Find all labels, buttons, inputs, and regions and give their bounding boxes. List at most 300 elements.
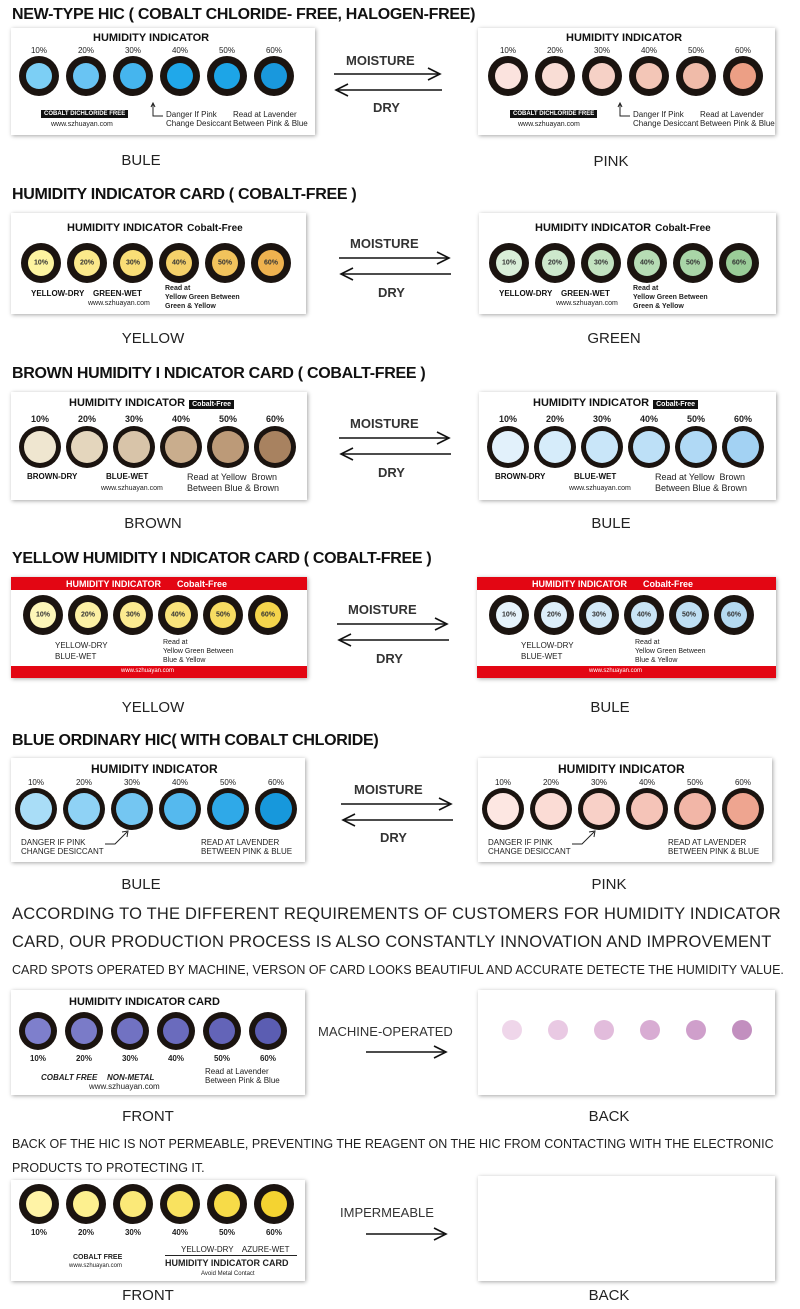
hic-card-pink: [478, 28, 775, 135]
indicator-spot: [207, 56, 247, 96]
indicator-spot: [160, 56, 200, 96]
percent-label: 40%: [167, 1054, 184, 1063]
percent-label: 20%: [545, 414, 564, 424]
website-text: www.szhuayan.com: [518, 121, 580, 128]
indicator-spot: [255, 788, 297, 830]
right-arrow-icon: [364, 1224, 450, 1244]
state-label-right: PINK: [591, 876, 627, 893]
spot-color: [116, 793, 148, 825]
hic-card-light-blue: [479, 392, 776, 500]
spot-color: [212, 793, 244, 825]
card-title: HUMIDITY INDICATOR Cobalt-Free: [533, 397, 698, 409]
state-label-left: YELLOW: [121, 699, 185, 716]
spot-color: [535, 793, 567, 825]
percent-label: 30%: [592, 414, 611, 424]
hic-card-red-blue: [477, 577, 776, 678]
spot-percent-label: 10%: [501, 611, 516, 619]
state-label-left: BULE: [121, 876, 161, 893]
wet-label: BLUE-WET: [55, 652, 97, 661]
indicator-spot: [113, 1184, 153, 1224]
hic-card-impermeable-front: [11, 1180, 305, 1281]
danger-note: DANGER IF PINK CHANGE DESICCANT: [21, 838, 104, 856]
dry-label: YELLOW-DRY: [55, 641, 108, 650]
spot-color: [71, 431, 103, 463]
indicator-spot: [207, 788, 249, 830]
indicator-spot: [628, 426, 670, 468]
indicator-spot: [719, 243, 759, 283]
percent-label: 50%: [218, 46, 235, 55]
back-spot: [732, 1020, 752, 1040]
dry-label: BROWN-DRY: [495, 472, 546, 481]
indicator-spot: [482, 788, 524, 830]
spot-color: [261, 1191, 287, 1217]
percent-label: 60%: [265, 414, 284, 424]
percent-label: 50%: [686, 778, 703, 787]
percent-label: 10%: [29, 1054, 46, 1063]
indicator-spot: [160, 426, 202, 468]
arrow-moisture-label: MOISTURE: [346, 53, 415, 68]
indicator-spot: [535, 56, 575, 96]
spot-percent-label: 40%: [171, 259, 186, 267]
indicator-spot: [67, 243, 107, 283]
spot-color: [163, 1018, 189, 1044]
impermeable-label: IMPERMEABLE: [340, 1205, 434, 1220]
indicator-spot: [19, 426, 61, 468]
spot-color: [73, 63, 99, 89]
spot-color: [542, 63, 568, 89]
section-1-heading: NEW-TYPE HIC ( COBALT CHLORIDE- FREE, HALOGEN-FREE): [12, 6, 476, 23]
arrow-moisture-label: MOISTURE: [350, 236, 419, 251]
indicator-spot: [581, 426, 623, 468]
indicator-spot: [19, 1012, 57, 1050]
read-note: Read at Lavender Between Pink & Blue: [205, 1067, 280, 1085]
indicator-spot: [251, 243, 291, 283]
spot-color: [165, 431, 197, 463]
spot-color: [255, 1018, 281, 1044]
spot-color: [24, 431, 56, 463]
indicator-spots: [21, 243, 291, 283]
website-text: www.szhuayan.com: [589, 668, 643, 674]
indicator-spot: [489, 595, 529, 635]
indicator-spot: [66, 56, 106, 96]
description-line-2: CARD, OUR PRODUCTION PROCESS IS ALSO CONSTANTLY INNOVATION AND IMPROVEMENT: [12, 933, 772, 951]
percent-label: 20%: [75, 1054, 92, 1063]
exchange-arrows-icon: [337, 428, 453, 462]
indicator-spot: [111, 788, 153, 830]
front-label: FRONT: [122, 1108, 174, 1125]
indicator-spot: [535, 243, 575, 283]
danger-note: Danger If Pink Change Desiccant: [633, 110, 699, 128]
percent-label: 60%: [265, 46, 282, 55]
spot-color: [633, 431, 665, 463]
indicator-spot: [249, 1012, 287, 1050]
indicator-spot: [582, 56, 622, 96]
indicator-spot: [111, 1012, 149, 1050]
indicator-spot: [254, 426, 296, 468]
card-title: HUMIDITY INDICATOR Cobalt-Free: [69, 397, 234, 409]
indicator-spot: [158, 595, 198, 635]
read-note: Read at Yellow Brown Between Blue & Brown: [655, 472, 748, 493]
back-label: BACK: [588, 1287, 630, 1304]
spot-percent-label: 50%: [685, 259, 700, 267]
percent-label: 40%: [171, 414, 190, 424]
indicator-spot: [534, 595, 574, 635]
arrow-dry-label: DRY: [378, 465, 405, 480]
card-title: HUMIDITY INDICATOR: [558, 762, 685, 776]
indicator-spot: [113, 243, 153, 283]
cobalt-free-tag: COBALT DICHLORIDE FREE: [41, 110, 128, 118]
back-label: BACK: [588, 1108, 630, 1125]
spot-color: [120, 63, 146, 89]
percent-label: 50%: [218, 414, 237, 424]
indicator-spot: [581, 243, 621, 283]
indicator-spot: [19, 1184, 59, 1224]
percent-label: 30%: [123, 778, 140, 787]
read-note: READ AT LAVENDER BETWEEN PINK & BLUE: [668, 838, 760, 856]
spot-percent-label: 30%: [125, 259, 140, 267]
spot-percent-label: 10%: [501, 259, 516, 267]
percent-label: 40%: [638, 778, 655, 787]
spot-color: [683, 63, 709, 89]
percent-label: 10%: [30, 1228, 47, 1237]
spot-color: [214, 1191, 240, 1217]
percent-label: 10%: [30, 46, 47, 55]
percent-label: 40%: [171, 46, 188, 55]
spot-percent-label: 50%: [217, 259, 232, 267]
percent-label: 30%: [121, 1054, 138, 1063]
exchange-arrows-icon: [332, 64, 444, 98]
indicator-spots: [15, 788, 297, 830]
back-spot: [686, 1020, 706, 1040]
card-title: HUMIDITY INDICATOR Cobalt-Free: [66, 579, 228, 589]
spot-color: [167, 63, 193, 89]
indicator-spot: [579, 595, 619, 635]
arrow-moisture-label: MOISTURE: [350, 416, 419, 431]
indicator-spot: [203, 595, 243, 635]
percent-label: 40%: [171, 1228, 188, 1237]
spot-color: [589, 63, 615, 89]
right-arrow-icon: [364, 1042, 450, 1062]
indicator-spots: [19, 56, 294, 96]
danger-note: Danger If Pink Change Desiccant: [166, 110, 232, 128]
dry-wet-label: YELLOW-DRY AZURE-WET: [181, 1245, 290, 1254]
state-label-right: BULE: [591, 515, 631, 532]
card-title: HUMIDITY INDICATOR: [91, 762, 218, 776]
wet-label: GREEN-WET: [93, 289, 142, 298]
percent-label: 50%: [219, 778, 236, 787]
spot-color: [68, 793, 100, 825]
indicator-spot: [673, 243, 713, 283]
state-label-left: BULE: [121, 152, 161, 169]
back-spot: [548, 1020, 568, 1040]
spot-color: [73, 1191, 99, 1217]
wet-label: GREEN-WET: [561, 289, 610, 298]
impermeable-line-2: PRODUCTS TO PROTECTING IT.: [12, 1161, 205, 1175]
percent-label: 20%: [77, 46, 94, 55]
indicator-spot: [248, 595, 288, 635]
state-label-left: BROWN: [124, 515, 182, 532]
indicator-spot: [157, 1012, 195, 1050]
exchange-arrows-icon: [337, 248, 453, 282]
spot-percent-label: 10%: [33, 259, 48, 267]
card-title: HUMIDITY INDICATOR Cobalt-Free: [532, 579, 694, 589]
website-text: www.szhuayan.com: [69, 1263, 123, 1269]
spot-percent-label: 40%: [170, 611, 185, 619]
indicator-spot: [722, 788, 764, 830]
description-line-1: ACCORDING TO THE DIFFERENT REQUIREMENTS OF CUSTOMERS FOR HUMIDITY INDICATOR: [12, 905, 781, 923]
state-label-right: BULE: [590, 699, 630, 716]
section-2-heading: HUMIDITY INDICATOR CARD ( COBALT-FREE ): [12, 186, 357, 203]
indicator-spot: [207, 426, 249, 468]
front-label: FRONT: [122, 1287, 174, 1304]
divider-line: [165, 1255, 297, 1256]
arrow-moisture-label: MOISTURE: [354, 782, 423, 797]
indicator-spot: [489, 243, 529, 283]
percent-label: 50%: [213, 1054, 230, 1063]
percent-label: 20%: [77, 414, 96, 424]
dry-label: YELLOW-DRY: [499, 289, 553, 298]
indicator-spots: [489, 243, 759, 283]
hic-card-impermeable-back: [478, 1176, 775, 1281]
spot-percent-label: 40%: [639, 259, 654, 267]
indicator-spot: [629, 56, 669, 96]
indicator-spots: [23, 595, 288, 635]
spot-color: [209, 1018, 235, 1044]
indicator-spots: [488, 56, 763, 96]
indicator-spot: [19, 56, 59, 96]
indicator-spot: [21, 243, 61, 283]
hic-card-blue: [11, 28, 315, 135]
indicator-spots: [482, 788, 764, 830]
website-text: www.szhuayan.com: [88, 300, 150, 307]
exchange-arrows-icon: [335, 614, 451, 648]
spot-color: [212, 431, 244, 463]
spot-color: [680, 431, 712, 463]
spot-color: [730, 63, 756, 89]
spot-color: [71, 1018, 97, 1044]
non-metal-label: NON-METAL: [107, 1073, 155, 1082]
state-label-left: YELLOW: [121, 330, 185, 347]
spot-percent-label: 50%: [681, 611, 696, 619]
card-title: HUMIDITY INDICATOR CARD: [69, 996, 220, 1008]
state-label-right: PINK: [593, 153, 629, 170]
website-text: www.szhuayan.com: [569, 485, 631, 492]
percent-label: 30%: [124, 46, 141, 55]
indicator-spot: [159, 788, 201, 830]
percent-label: 10%: [494, 778, 511, 787]
percent-label: 30%: [124, 414, 143, 424]
wet-label: BLUE-WET: [521, 652, 563, 661]
spot-percent-label: 40%: [636, 611, 651, 619]
spot-color: [631, 793, 663, 825]
spot-color: [25, 1018, 51, 1044]
indicator-spots: [489, 595, 754, 635]
indicator-spot: [205, 243, 245, 283]
indicator-spot: [675, 426, 717, 468]
indicator-spot: [487, 426, 529, 468]
hic-card-green: [479, 213, 776, 314]
hic-card-yellow: [11, 213, 306, 314]
hic-card-cobalt-pink: [478, 758, 772, 862]
read-note: Read at Lavender Between Pink & Blue: [700, 110, 775, 128]
cobalt-free-tag: COBALT DICHLORIDE FREE: [510, 110, 597, 118]
percent-label: 30%: [590, 778, 607, 787]
card-title: HUMIDITY INDICATOR: [93, 32, 210, 44]
read-note: Read at Yellow Green Between Green & Yellow: [165, 285, 240, 310]
dry-label: YELLOW-DRY: [521, 641, 574, 650]
spot-percent-label: 20%: [546, 611, 561, 619]
spot-color: [167, 1191, 193, 1217]
spot-color: [260, 793, 292, 825]
indicator-spot: [203, 1012, 241, 1050]
percent-label: 30%: [124, 1228, 141, 1237]
spot-color: [214, 63, 240, 89]
spot-percent-label: 60%: [731, 259, 746, 267]
section-5-heading: BLUE ORDINARY HIC( WITH COBALT CHLORIDE): [12, 732, 379, 749]
spot-color: [26, 1191, 52, 1217]
spot-color: [118, 431, 150, 463]
spot-color: [495, 63, 521, 89]
percent-label: 30%: [593, 46, 610, 55]
arrow-dry-label: DRY: [376, 651, 403, 666]
percent-label: 20%: [75, 778, 92, 787]
machine-operated-label: MACHINE-OPERATED: [318, 1024, 453, 1039]
spot-percent-label: 30%: [593, 259, 608, 267]
percent-label: 50%: [686, 414, 705, 424]
indicator-spots: [487, 426, 764, 468]
hic-card-brown: [11, 392, 307, 500]
spot-color: [727, 431, 759, 463]
indicator-spot: [66, 426, 108, 468]
dry-label: BROWN-DRY: [27, 472, 78, 481]
spot-color: [117, 1018, 143, 1044]
danger-note: DANGER IF PINK CHANGE DESICCANT: [488, 838, 571, 856]
read-note: Read at Lavender Between Pink & Blue: [233, 110, 308, 128]
indicator-spot: [113, 56, 153, 96]
indicator-spots: [19, 1012, 287, 1050]
indicator-spot: [254, 56, 294, 96]
spot-percent-label: 20%: [547, 259, 562, 267]
spot-percent-label: 30%: [125, 611, 140, 619]
website-text: www.szhuayan.com: [89, 1082, 160, 1091]
back-spot: [502, 1020, 522, 1040]
percent-label: 60%: [733, 414, 752, 424]
spot-color: [164, 793, 196, 825]
spot-percent-label: 20%: [79, 259, 94, 267]
percent-label: 60%: [734, 778, 751, 787]
indicator-spots: [19, 1184, 294, 1224]
indicator-spot: [113, 595, 153, 635]
card-title: HUMIDITY INDICATOR: [566, 32, 683, 44]
section-3-heading: BROWN HUMIDITY I NDICATOR CARD ( COBALT-FREE ): [12, 365, 426, 382]
back-spot: [594, 1020, 614, 1040]
percent-label: 20%: [542, 778, 559, 787]
spot-color: [636, 63, 662, 89]
spot-percent-label: 60%: [260, 611, 275, 619]
spot-percent-label: 30%: [591, 611, 606, 619]
indicator-spot: [627, 243, 667, 283]
cobalt-free-label: COBALT FREE: [73, 1254, 123, 1261]
percent-label: 10%: [499, 46, 516, 55]
percent-label: 60%: [734, 46, 751, 55]
spot-percent-label: 50%: [215, 611, 230, 619]
website-text: www.szhuayan.com: [101, 485, 163, 492]
spot-color: [586, 431, 618, 463]
percent-label: 50%: [218, 1228, 235, 1237]
indicator-spot: [66, 1184, 106, 1224]
read-note: Read at Yellow Green Between Blue & Yellow: [163, 639, 234, 664]
spot-color: [120, 1191, 146, 1217]
arrow-dry-label: DRY: [373, 100, 400, 115]
indicator-spot: [207, 1184, 247, 1224]
hic-card-machine-back: [478, 990, 775, 1095]
indicator-spot: [723, 56, 763, 96]
pointer-arrow-icon: [570, 828, 600, 848]
description-line-3: CARD SPOTS OPERATED BY MACHINE, VERSON OF CARD LOOKS BEAUTIFUL AND ACCURATE DETECTE THE HUMIDITY VALUE.: [12, 963, 784, 977]
hic-card-cobalt-blue: [11, 758, 305, 862]
indicator-spot: [160, 1184, 200, 1224]
card-title: HUMIDITY INDICATOR Cobalt-Free: [535, 222, 711, 234]
percent-label: 50%: [687, 46, 704, 55]
wet-label: BLUE-WET: [106, 472, 149, 481]
indicator-spot: [113, 426, 155, 468]
spot-percent-label: 20%: [80, 611, 95, 619]
percent-label: 60%: [259, 1054, 276, 1063]
pointer-arrow-icon: [103, 828, 133, 848]
exchange-arrows-icon: [339, 794, 455, 828]
arrow-moisture-label: MOISTURE: [348, 602, 417, 617]
indicator-spot: [68, 595, 108, 635]
read-note: READ AT LAVENDER BETWEEN PINK & BLUE: [201, 838, 293, 856]
indicator-spot: [488, 56, 528, 96]
spot-percent-label: 10%: [35, 611, 50, 619]
arrow-dry-label: DRY: [380, 830, 407, 845]
spot-color: [679, 793, 711, 825]
spot-color: [727, 793, 759, 825]
indicator-spot: [578, 788, 620, 830]
website-text: www.szhuayan.com: [121, 668, 175, 674]
website-text: www.szhuayan.com: [556, 300, 618, 307]
spot-color: [492, 431, 524, 463]
read-note: Read at Yellow Green Between Blue & Yellow: [635, 639, 706, 664]
indicator-spot: [159, 243, 199, 283]
indicator-spots: [19, 426, 296, 468]
indicator-spot: [714, 595, 754, 635]
percent-label: 40%: [640, 46, 657, 55]
spot-color: [20, 793, 52, 825]
website-text: www.szhuayan.com: [51, 121, 113, 128]
percent-label: 20%: [546, 46, 563, 55]
read-note: Read at Yellow Green Between Green & Yellow: [633, 285, 708, 310]
indicator-spot: [63, 788, 105, 830]
indicator-spot: [624, 595, 664, 635]
indicator-spot: [669, 595, 709, 635]
section-4-heading: YELLOW HUMIDITY I NDICATOR CARD ( COBALT-FREE ): [12, 550, 432, 567]
indicator-spot: [534, 426, 576, 468]
spot-percent-label: 60%: [263, 259, 278, 267]
indicator-spot: [626, 788, 668, 830]
spot-color: [261, 63, 287, 89]
arrow-dry-label: DRY: [378, 285, 405, 300]
indicator-spot: [23, 595, 63, 635]
percent-label: 10%: [498, 414, 517, 424]
percent-label: 60%: [265, 1228, 282, 1237]
back-spot: [640, 1020, 660, 1040]
read-note: Read at Yellow Brown Between Blue & Brown: [187, 472, 280, 493]
dry-label: YELLOW-DRY: [31, 289, 85, 298]
percent-label: 20%: [77, 1228, 94, 1237]
percent-label: 10%: [30, 414, 49, 424]
